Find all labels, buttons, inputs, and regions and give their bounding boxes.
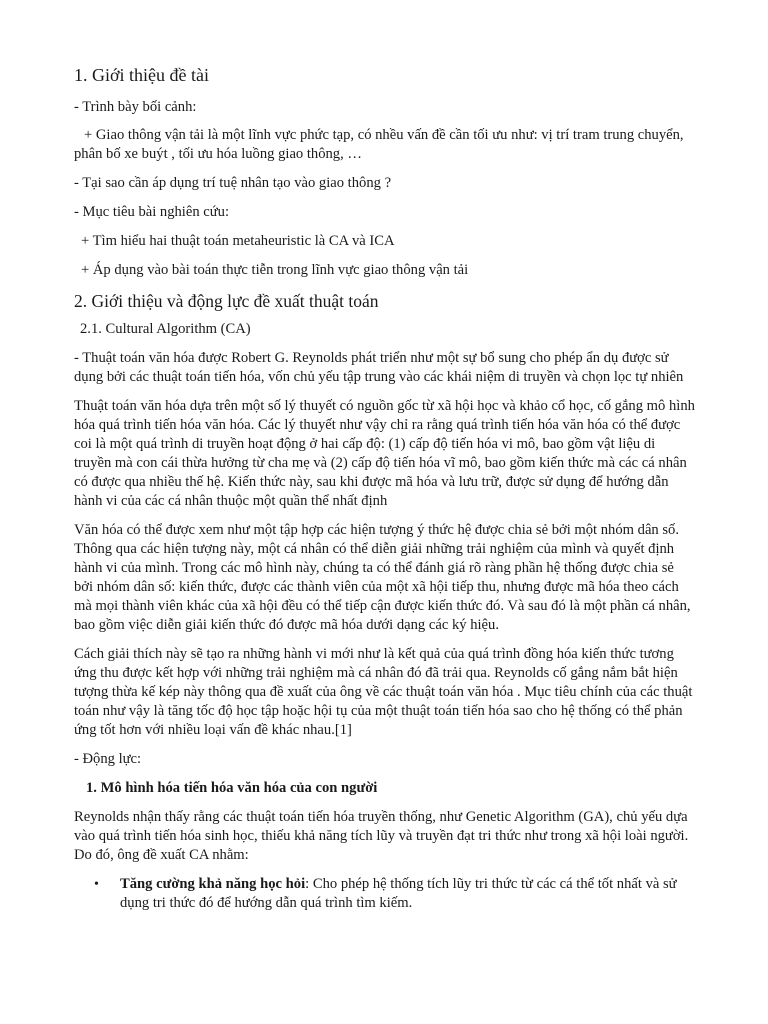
bullet-list: [74, 875, 696, 913]
bullet-dot-icon: •: [94, 877, 99, 892]
reynolds-paragraph: Reynolds nhận thấy rằng các thuật toán tiến hóa truyền thống, như Genetic Algorithm (GA), chủ yếu dựa vào quá trình tiến hóa sinh học, thiếu khả năng tích lũy và truyền đạt tri thức như trong xã hội loài người. Do đó, ông đề xuất CA nhằm:: [74, 809, 689, 863]
section-2-1-subheading: 2.1. Cultural Algorithm (CA): [80, 321, 251, 337]
bullet-bold-term: Tăng cường khả năng học hỏi: [120, 876, 306, 892]
goal-label: - Mục tiêu bài nghiên cứu:: [74, 204, 230, 220]
context-label: - Trình bày bối cảnh:: [74, 99, 197, 115]
goal-item-2: + Áp dụng vào bài toán thực tiễn trong lĩnh vực giao thông vận tải: [81, 262, 469, 278]
section-2-heading: 2. Giới thiệu và động lực đề xuất thuật toán: [74, 291, 379, 311]
culture-paragraph: Văn hóa có thể được xem như một tập hợp các hiện tượng ý thức hệ được chia sẻ bởi một nhóm dân số. Thông qua các hiện tượng này, một cá nhân có thể diễn giải những trải nghiệm của mình và quyết định hành vi của mình. Trong các mô hình này, chúng ta có thể đánh giá rõ ràng phần hệ thống được chia sẻ bởi nhóm dân số: kiến thức, được các thành viên của một xã hội tiếp thu, nhưng được mã hóa theo cách mà mọi thành viên khác của xã hội đều có thể tiếp cận được kiến thức đó. Và sau đó là một phần cá nhân, bao gồm việc diễn giải kiến thức đó được mã hóa dưới dạng các ký hiệu.: [74, 522, 691, 633]
ca-theory-paragraph: Thuật toán văn hóa dựa trên một số lý thuyết có nguồn gốc từ xã hội học và khảo cổ học, cố gắng mô hình hóa quá trình tiến hóa văn hóa. Các lý thuyết như vậy chỉ ra rằng quá trình tiến hóa văn hóa có thể được coi là một quá trình di truyền hoạt động ở hai cấp độ: (1) cấp độ tiến hóa vi mô, bao gồm vật liệu di truyền mà con cái thừa hưởng từ cha mẹ và (2) cấp độ tiến hóa vĩ mô, bao gồm kiến thức mà các cá nhân có được qua nhiều thế hệ. Kiến thức này, sau khi được mã hóa và lưu trữ, được sử dụng để hướng dẫn hành vi của các cá nhân thuộc một quần thể nhất định: [74, 398, 695, 509]
why-ai-question: - Tại sao cần áp dụng trí tuệ nhân tạo vào giao thông ?: [74, 175, 392, 191]
context-item: [74, 126, 696, 164]
bullet-text: : Cho phép hệ thống tích lũy tri thức từ các cá thể tốt nhất và sử dụng tri thức đó để hướng dẫn quá trình tìm kiếm.: [120, 876, 677, 911]
interpretation-paragraph: Cách giải thích này sẽ tạo ra những hành vi mới như là kết quả của quá trình đồng hóa kiến thức tương ứng thu được kết hợp với những trải nghiệm mà cá nhân đó đã trải qua. Reynolds cố gắng nắm bắt hiện tượng thừa kế kép này thông qua đề xuất của ông về các thuật toán văn hóa . Mục tiêu chính của các thuật toán như vậy là tăng tốc độ học tập hoặc hội tụ của một thuật toán tiến hóa sao cho hệ thống có thể phản ứng tốt hơn với nhiều loại vấn đề khác nhau.[1]: [74, 646, 693, 738]
document-page: [74, 64, 696, 913]
goal-item-1: + Tìm hiểu hai thuật toán metaheuristic là CA và ICA: [81, 233, 395, 249]
section-1-heading: 1. Giới thiệu đề tài: [74, 65, 209, 85]
numbered-item-1-text: 1. Mô hình hóa tiến hóa văn hóa của con người: [86, 780, 378, 796]
ca-intro-paragraph: - Thuật toán văn hóa được Robert G. Reynolds phát triển như một sự bổ sung cho phép ẩn dụ được sử dụng bởi các thuật toán tiến hóa, vốn chủ yếu tập trung vào các khái niệm di truyền và chọn lọc tự nhiên: [74, 350, 684, 385]
bullet-item: [74, 875, 696, 913]
context-item-text: + Giao thông vận tải là một lĩnh vực phức tạp, có nhều vấn đề cần tối ưu như: vị trí tram trung chuyển, phân bố xe buýt , tối ưu hóa luồng giao thông, …: [74, 127, 684, 162]
motivation-label: - Động lực:: [74, 751, 142, 767]
numbered-item-1: [74, 779, 696, 798]
